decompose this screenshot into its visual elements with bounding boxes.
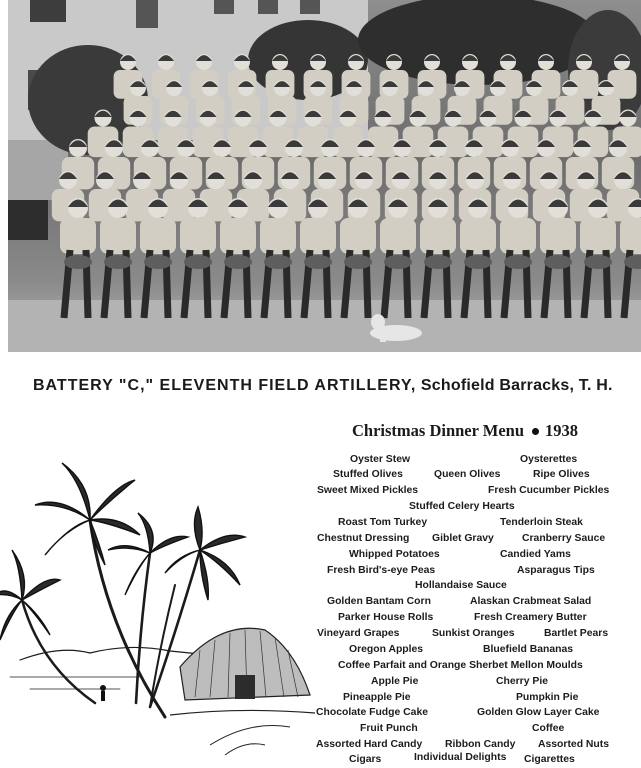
menu-title (352, 421, 592, 441)
menu-item: Tenderloin Steak (500, 517, 583, 528)
soldier-body (300, 218, 336, 254)
hedge (8, 200, 48, 240)
campaign-hat (384, 255, 412, 269)
menu-item: Sweet Mixed Pickles (317, 485, 419, 496)
menu-item: Fresh Bird's-eye Peas (327, 565, 436, 576)
photo-caption (33, 377, 633, 395)
menu-item: Asparagus Tips (517, 565, 595, 576)
menu-item: Coffee Parfait and Orange Sherbet Mellon Moulds (338, 660, 583, 671)
menu-item: Coffee (532, 723, 565, 734)
menu-item: Pumpkin Pie (516, 692, 579, 703)
menu-item: Vineyard Grapes (317, 628, 400, 639)
menu-item: Sunkist Oranges (432, 628, 515, 639)
menu-item: Fruit Punch (360, 723, 418, 734)
menu-item: Roast Tom Turkey (338, 517, 428, 528)
campaign-hat (224, 255, 252, 269)
menu-item: Cigars (349, 754, 382, 765)
campaign-hat (584, 255, 612, 269)
soldier-body (260, 218, 296, 254)
menu-year: 1938 (545, 421, 579, 440)
menu-item: Golden Bantam Corn (327, 596, 431, 607)
menu-item: Candied Yams (500, 549, 571, 560)
group-photo-drawing (8, 0, 641, 352)
menu-item: Cranberry Sauce (522, 533, 606, 544)
campaign-hat (504, 255, 532, 269)
menu-item: Alaskan Crabmeat Salad (470, 596, 592, 607)
menu-item: Oregon Apples (349, 644, 424, 655)
campaign-hat (544, 255, 572, 269)
menu-item: Bartlet Pears (544, 628, 609, 639)
soldier-body (620, 218, 641, 254)
caption-unit: BATTERY "C," ELEVENTH FIELD ARTILLERY, (33, 377, 417, 394)
soldier-body (340, 218, 376, 254)
campaign-hat (64, 255, 92, 269)
campaign-hat (104, 255, 132, 269)
grass-hut (170, 628, 315, 755)
menu-item: Queen Olives (434, 469, 501, 480)
palm-fronds (165, 507, 245, 600)
palm-fronds (35, 463, 140, 565)
menu-item: Chestnut Dressing (317, 533, 410, 544)
bullet-dot (532, 428, 539, 435)
soldier-body (100, 218, 136, 254)
barracks-window (30, 0, 66, 22)
campaign-hat (344, 255, 372, 269)
menu-item: Individual Delights (414, 752, 507, 763)
menu-item: Stuffed Olives (333, 469, 403, 480)
campaign-hat (144, 255, 172, 269)
menu-item: Stuffed Celery Hearts (409, 501, 515, 512)
campaign-hat (304, 255, 332, 269)
soldier-body (380, 218, 416, 254)
menu-item: Chocolate Fudge Cake (316, 707, 429, 718)
menu-item: Fresh Creamery Butter (474, 612, 587, 623)
campaign-hat (464, 255, 492, 269)
campaign-hat (184, 255, 212, 269)
menu-item: Assorted Hard Candy (316, 739, 423, 750)
soldier-body (540, 218, 576, 254)
barracks-window (300, 0, 320, 14)
campaign-hat (424, 255, 452, 269)
group-photo (8, 0, 641, 352)
menu-item: Oyster Stew (350, 454, 411, 465)
soldier-body (500, 218, 536, 254)
menu-item: Oysterettes (520, 454, 578, 465)
menu-item: Pineapple Pie (343, 692, 411, 703)
soldier-body (460, 218, 496, 254)
menu-item: Assorted Nuts (538, 739, 610, 750)
soldier-body (180, 218, 216, 254)
campaign-hat (264, 255, 292, 269)
menu-item: Bluefield Bananas (483, 644, 574, 655)
menu-title-text: Christmas Dinner Menu (352, 421, 525, 440)
menu-item: Golden Glow Layer Cake (477, 707, 600, 718)
caption-place: Schofield Barracks, T. H. (416, 377, 613, 394)
menu-item: Ripe Olives (533, 469, 590, 480)
soldier-body (140, 218, 176, 254)
menu-item: Whipped Potatoes (349, 549, 440, 560)
menu-items (300, 452, 641, 768)
person-figure (100, 685, 106, 701)
menu-item: Ribbon Candy (445, 739, 516, 750)
menu-item: Apple Pie (371, 676, 419, 687)
barracks-window (136, 0, 158, 28)
menu-item: Cigarettes (524, 754, 575, 765)
menu-item: Fresh Cucumber Pickles (488, 485, 610, 496)
menu-item: Parker House Rolls (338, 612, 434, 623)
soldier-body (60, 218, 96, 254)
menu-item: Hollandaise Sauce (415, 580, 507, 591)
menu-item: Giblet Gravy (432, 533, 494, 544)
palm-beach-illustration (0, 445, 330, 768)
barracks-window (258, 0, 278, 14)
soldier-body (420, 218, 456, 254)
barracks-window (214, 0, 234, 14)
menu-item: Cherry Pie (496, 676, 548, 687)
soldier-body (580, 218, 616, 254)
soldier-body (220, 218, 256, 254)
soldiers (52, 54, 641, 318)
